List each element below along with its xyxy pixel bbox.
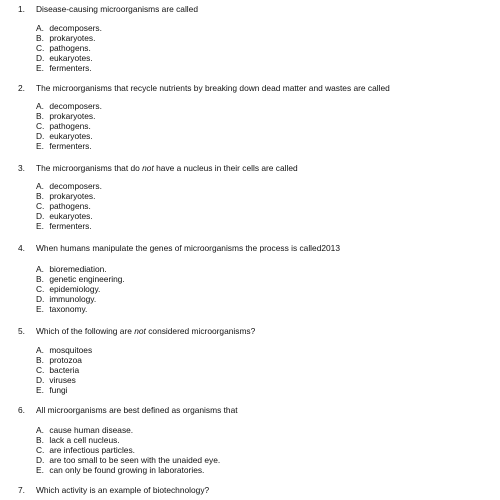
option-d: D. eukaryotes. xyxy=(36,131,93,141)
emphasis: not xyxy=(142,163,154,173)
option-e: E. fermenters. xyxy=(36,141,92,151)
option-a: A. decomposers. xyxy=(36,23,102,33)
question-text: Which activity is an example of biotechnology? xyxy=(36,485,210,495)
question-number: 4. xyxy=(18,243,25,253)
question-text: Disease-causing microorganisms are called xyxy=(36,4,198,14)
question-text: The microorganisms that recycle nutrients by breaking down dead matter and wastes are called xyxy=(36,83,390,93)
option-e: E. fermenters. xyxy=(36,63,92,73)
question-number: 2. xyxy=(18,83,25,93)
option-c: C. are infectious particles. xyxy=(36,445,135,455)
option-b: B. prokaryotes. xyxy=(36,33,96,43)
question-text: The microorganisms that do xyxy=(36,163,143,173)
option-d: D. are too small to be seen with the unaided eye. xyxy=(36,455,221,465)
question-text: considered microorganisms? xyxy=(145,326,256,336)
option-e: E. fermenters. xyxy=(36,221,92,231)
option-a: A. mosquitoes xyxy=(36,345,93,355)
question-number: 7. xyxy=(18,485,25,495)
option-d: D. eukaryotes. xyxy=(36,211,93,221)
option-e: E. fungi xyxy=(36,385,68,395)
question-text: When humans manipulate the genes of microorganisms the process is called2013 xyxy=(36,243,340,253)
option-c: C. pathogens. xyxy=(36,201,91,211)
question-text: Which of the following are xyxy=(36,326,135,336)
option-c: C. epidemiology. xyxy=(36,284,101,294)
option-e: E. can only be found growing in laboratories. xyxy=(36,465,205,475)
option-b: B. prokaryotes. xyxy=(36,111,96,121)
question-text: All microorganisms are best defined as organisms that xyxy=(36,405,238,415)
option-a: A. cause human disease. xyxy=(36,425,134,435)
emphasis: not xyxy=(134,326,146,336)
option-d: D. viruses xyxy=(36,375,76,385)
option-c: C. bacteria xyxy=(36,365,80,375)
option-b: B. protozoa xyxy=(36,355,82,365)
option-a: A. bioremediation. xyxy=(36,264,107,274)
option-a: A. decomposers. xyxy=(36,181,102,191)
question-number: 5. xyxy=(18,326,25,336)
option-c: C. pathogens. xyxy=(36,43,91,53)
option-b: B. lack a cell nucleus. xyxy=(36,435,120,445)
option-a: A. decomposers. xyxy=(36,101,102,111)
question-text: have a nucleus in their cells are called xyxy=(153,163,298,173)
question-number: 6. xyxy=(18,405,25,415)
option-b: B. genetic engineering. xyxy=(36,274,125,284)
option-b: B. prokaryotes. xyxy=(36,191,96,201)
option-c: C. pathogens. xyxy=(36,121,91,131)
question-number: 3. xyxy=(18,163,25,173)
option-d: D. immunology. xyxy=(36,294,97,304)
option-e: E. taxonomy. xyxy=(36,304,88,314)
question-number: 1. xyxy=(18,4,25,14)
option-d: D. eukaryotes. xyxy=(36,53,93,63)
